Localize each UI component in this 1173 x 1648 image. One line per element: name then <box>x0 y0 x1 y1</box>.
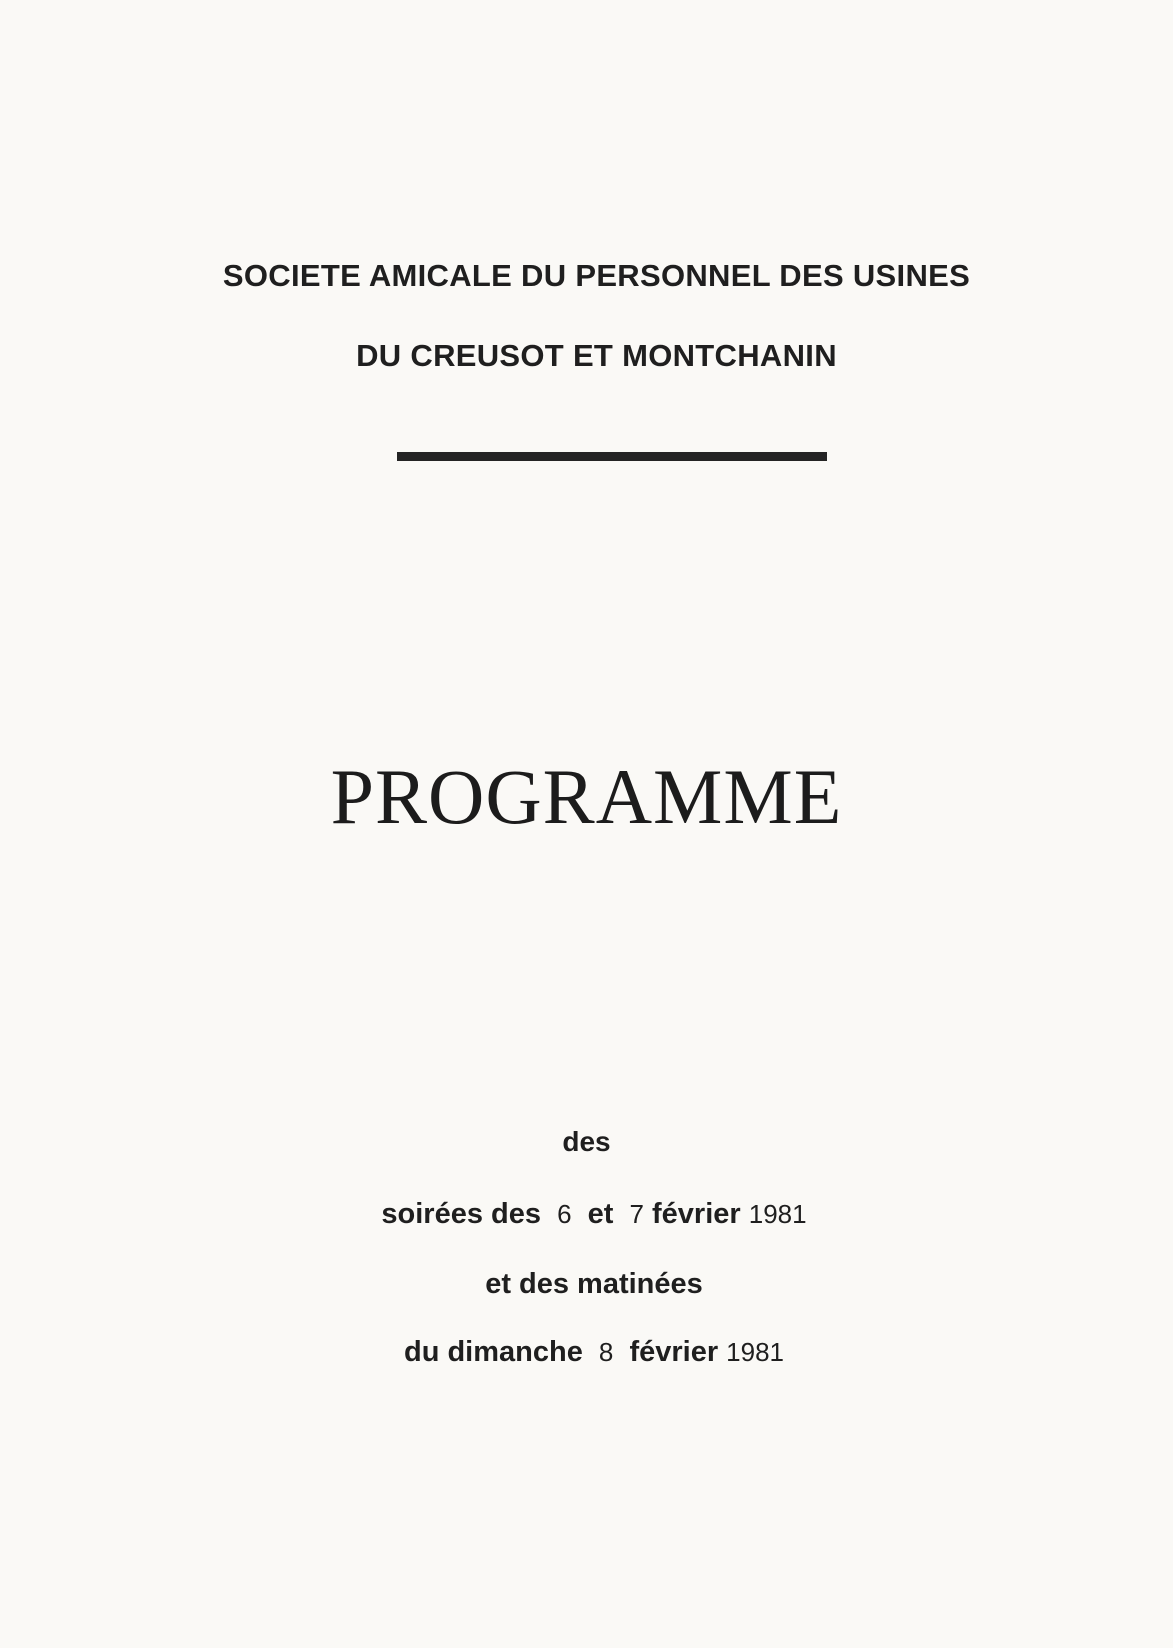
dimanche-month: février <box>629 1336 719 1368</box>
soirees-year: 1981 <box>748 1199 807 1229</box>
soirees-day2: 7 <box>629 1199 644 1229</box>
society-name-line2: DU CREUSOT ET MONTCHANIN <box>356 338 837 373</box>
matinees-line: et des matinées <box>485 1268 703 1300</box>
soirees-and: et <box>587 1198 614 1230</box>
soirees-label: soirées des <box>381 1198 542 1230</box>
dimanche-line <box>0 1336 1173 1369</box>
horizontal-rule <box>397 452 827 461</box>
soirees-month: février <box>652 1198 741 1230</box>
society-name-line1: SOCIETE AMICALE DU PERSONNEL DES USINES <box>222 258 971 293</box>
soirees-line <box>0 1198 1173 1231</box>
soirees-day1: 6 <box>557 1199 572 1229</box>
dimanche-day: 8 <box>598 1337 614 1367</box>
dimanche-label: du dimanche <box>403 1336 583 1368</box>
dimanche-year: 1981 <box>726 1337 785 1367</box>
des-label: des <box>562 1126 611 1157</box>
page-title: PROGRAMME <box>330 753 843 840</box>
